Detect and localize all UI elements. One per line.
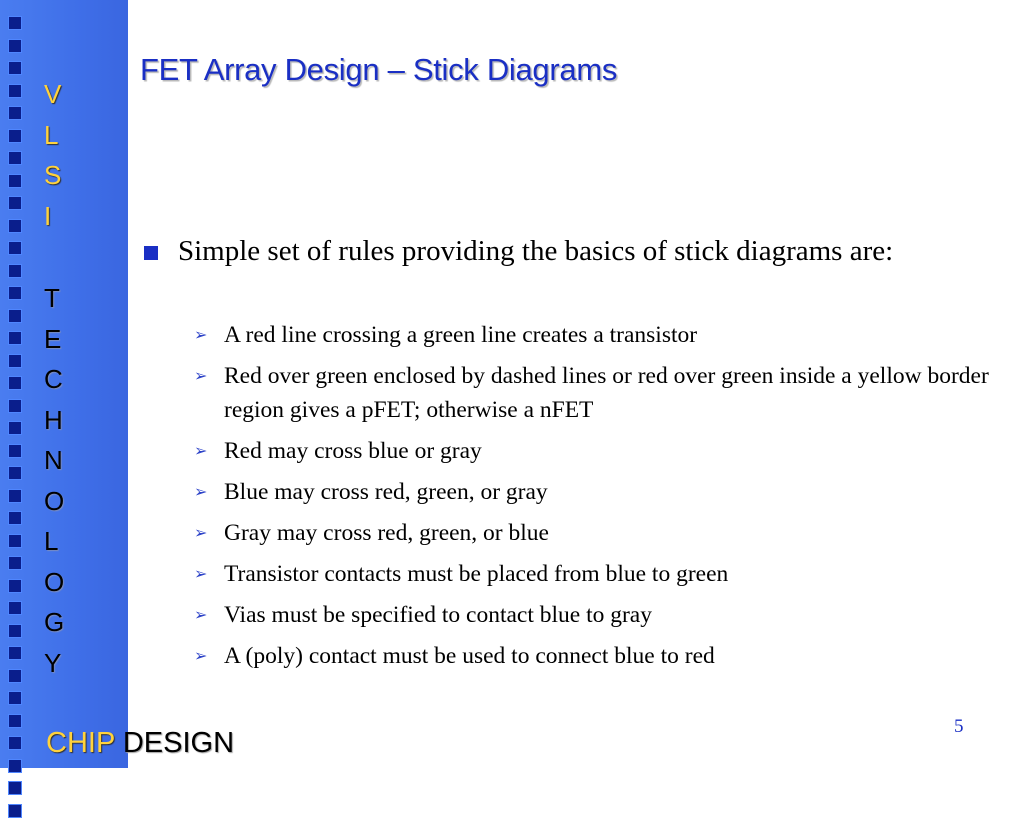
square-decoration: [8, 39, 22, 53]
main-bullet-text: Simple set of rules providing the basics of stick diagrams are:: [178, 235, 894, 267]
square-decoration: [8, 624, 22, 638]
technology-letter: Y: [44, 647, 62, 678]
technology-letter: H: [44, 404, 63, 435]
arrow-bullet-icon: ➢: [194, 482, 208, 501]
sub-bullet-text: Blue may cross red, green, or gray: [224, 479, 548, 505]
square-decoration: [8, 309, 22, 323]
arrow-bullet-icon: ➢: [194, 523, 208, 542]
vlsi-letter: S: [44, 160, 62, 190]
technology-letter: E: [44, 323, 62, 354]
list-item: [190, 318, 990, 352]
page-number: 5: [954, 716, 964, 737]
technology-letter: O: [44, 566, 65, 597]
vertical-brand-text: [44, 74, 76, 683]
technology-letter: L: [44, 526, 59, 556]
list-item: [190, 598, 990, 632]
square-decoration: [8, 646, 22, 660]
square-decoration: [8, 534, 22, 548]
square-decoration: [8, 466, 22, 480]
arrow-bullet-icon: ➢: [194, 646, 208, 665]
square-decoration: [8, 556, 22, 570]
square-decoration: [8, 286, 22, 300]
square-decoration: [8, 241, 22, 255]
square-decoration: [8, 331, 22, 345]
square-decoration: [8, 84, 22, 98]
square-decoration: [8, 106, 22, 120]
footer-chip: CHIP: [46, 727, 115, 759]
square-decoration: [8, 376, 22, 390]
sub-bullet-text: A red line crossing a green line creates a transistor: [224, 322, 698, 348]
vlsi-letter: L: [44, 119, 59, 150]
arrow-bullet-icon: ➢: [194, 325, 208, 344]
square-decoration: [8, 601, 22, 615]
slide-title: FET Array Design – Stick Diagrams: [140, 52, 618, 87]
square-decoration: [8, 129, 22, 143]
square-decoration: [8, 691, 22, 705]
list-item: [190, 359, 990, 427]
square-decoration: [8, 219, 22, 233]
list-item: [190, 557, 990, 591]
footer-brand: [46, 727, 234, 760]
square-decoration: [8, 489, 22, 503]
vlsi-letter: I: [44, 200, 52, 231]
square-decoration: [8, 736, 22, 750]
technology-letter: T: [44, 283, 60, 313]
sub-bullet-text: Red may cross blue or gray: [224, 438, 482, 464]
square-decoration: [8, 174, 22, 188]
square-decoration: [8, 264, 22, 278]
square-decoration: [8, 196, 22, 210]
list-item: [190, 434, 990, 468]
arrow-bullet-icon: ➢: [194, 366, 208, 385]
list-item: [190, 516, 990, 550]
square-bullet-icon: [144, 246, 158, 260]
technology-letter: C: [44, 364, 63, 394]
square-column-decoration: [8, 16, 24, 818]
sub-bullet-list: [190, 318, 990, 680]
square-decoration: [8, 804, 22, 818]
sub-bullet-text: Transistor contacts must be placed from blue to green: [224, 561, 729, 587]
sub-bullet-text: A (poly) contact must be used to connect blue to red: [224, 643, 715, 669]
sub-bullet-text: Gray may cross red, green, or blue: [224, 520, 549, 546]
square-decoration: [8, 579, 22, 593]
square-decoration: [8, 511, 22, 525]
technology-letter: O: [44, 485, 65, 516]
square-decoration: [8, 16, 22, 30]
square-decoration: [8, 421, 22, 435]
square-decoration: [8, 354, 22, 368]
technology-letter: G: [44, 607, 65, 637]
technology-letters: [44, 278, 76, 683]
sub-bullet-text: Vias must be specified to contact blue to gray: [224, 602, 652, 628]
vlsi-letters: [44, 74, 76, 236]
vlsi-letter: V: [44, 79, 62, 109]
arrow-bullet-icon: ➢: [194, 564, 208, 583]
sidebar: [0, 0, 128, 768]
square-decoration: [8, 781, 22, 795]
arrow-bullet-icon: ➢: [194, 605, 208, 624]
square-decoration: [8, 61, 22, 75]
arrow-bullet-icon: ➢: [194, 441, 208, 460]
square-decoration: [8, 444, 22, 458]
list-item: [190, 639, 990, 673]
technology-letter: N: [44, 445, 63, 475]
square-decoration: [8, 399, 22, 413]
sub-bullet-text: Red over green enclosed by dashed lines or red over green inside a yellow border region gives a pFET; otherwise a nFET: [224, 363, 989, 423]
footer-design: DESIGN: [122, 727, 235, 759]
square-decoration: [8, 759, 22, 773]
main-bullet: [140, 230, 980, 272]
square-decoration: [8, 714, 22, 728]
square-decoration: [8, 669, 22, 683]
list-item: [190, 475, 990, 509]
square-decoration: [8, 151, 22, 165]
